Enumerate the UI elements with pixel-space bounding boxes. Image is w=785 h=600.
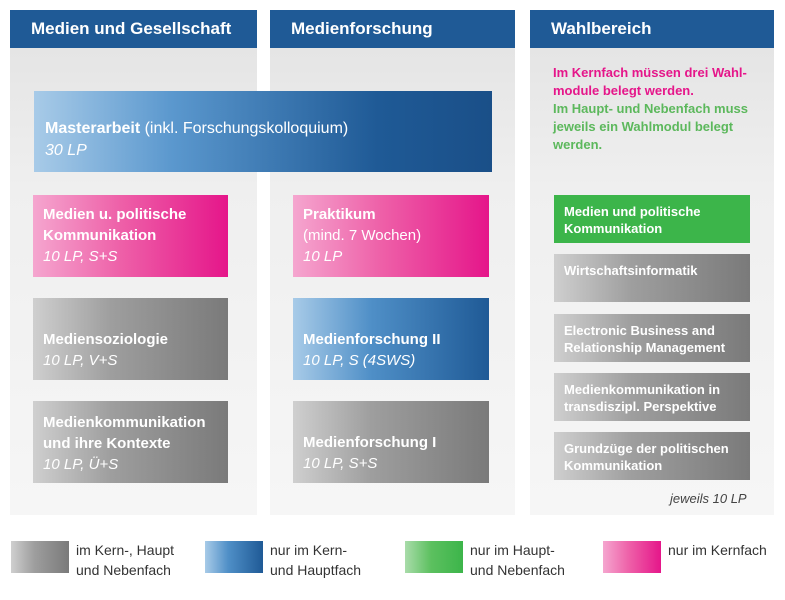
legend-swatch-pink (603, 541, 661, 573)
legend-line: und Nebenfach (76, 562, 171, 578)
module-title: Medienforschung II (303, 331, 441, 348)
legend-label-blue (270, 540, 361, 580)
legend-line: nur im Kern- (270, 542, 348, 558)
module-subtitle: (mind. 7 Wochen) (303, 227, 422, 244)
legend-line: im Kern-, Haupt (76, 542, 175, 558)
legend-line: nur im Haupt- (470, 542, 555, 558)
module-title-line: Medienkommunikation (43, 414, 206, 431)
module-medien-politische-kommunikation (33, 195, 228, 277)
note-haupt-nebenfach-line: jeweils ein Wahlmodul belegt (553, 119, 734, 134)
wahlmodul-grundzuege-politische-kommunikation (554, 432, 750, 480)
legend-line: und Hauptfach (270, 562, 362, 578)
note-kernfach-line: Im Kernfach müssen drei Wahl- (553, 65, 747, 80)
legend-swatch-blue (205, 541, 263, 573)
wahlmodul-line: Kommunikation (564, 458, 663, 473)
module-medienforschung-i (293, 401, 489, 483)
wahlmodul-line: Wirtschaftsinformatik (564, 263, 698, 278)
wahlmodul-electronic-business (554, 314, 750, 362)
wahlmodul-medien-politische-kommunikation (554, 195, 750, 243)
legend-label-gray (76, 540, 174, 580)
masterarbeit-suffix: (inkl. Forschungskolloquium) (140, 120, 349, 137)
module-title-line: Medien u. politische (43, 206, 187, 223)
wahlmodul-line: Kommunikation (564, 221, 663, 236)
wahlmodul-line: Medienkommunikation in (564, 382, 721, 397)
wahlmodul-line: Medien und politische (564, 204, 701, 219)
wahlmodul-line: Electronic Business and (564, 323, 715, 338)
wahlmodul-medienkommunikation-transdisziplinaer (554, 373, 750, 421)
wahlmodul-line: Relationship Management (564, 340, 726, 355)
module-title-line: Kommunikation (43, 227, 157, 244)
module-title: Praktikum (303, 206, 376, 223)
module-mediensoziologie (33, 298, 228, 380)
column-header-wahlbereich: Wahlbereich (530, 10, 774, 48)
note-kernfach-line: module belegt werden. (553, 83, 694, 98)
module-lp: 10 LP, S+S (43, 248, 118, 265)
wahlmodul-line: transdiszipl. Perspektive (564, 399, 717, 414)
note-haupt-nebenfach-line: Im Haupt- und Nebenfach muss (553, 101, 749, 116)
module-praktikum (293, 195, 489, 277)
legend-label-pink (668, 540, 767, 560)
wahlbereich-notes (553, 64, 773, 154)
module-lp: 10 LP (303, 248, 343, 265)
module-lp: 10 LP, S (4SWS) (303, 352, 416, 369)
wahlmodul-line: Grundzüge der politischen (564, 441, 729, 456)
module-title-line: und ihre Kontexte (43, 435, 171, 452)
column-header-medien-gesellschaft: Medien und Gesellschaft (10, 10, 257, 48)
module-lp: 10 LP, S+S (303, 455, 378, 472)
module-medienkommunikation-kontexte (33, 401, 228, 483)
legend-label-green (470, 540, 565, 580)
module-title: Medienforschung I (303, 434, 437, 451)
note-haupt-nebenfach-line: werden. (553, 137, 603, 152)
module-medienforschung-ii (293, 298, 489, 380)
masterarbeit-lp: 30 LP (45, 142, 87, 159)
wahlmodul-footer: jeweils 10 LP (670, 491, 747, 506)
module-lp: 10 LP, Ü+S (43, 456, 119, 473)
column-header-medienforschung: Medienforschung (270, 10, 515, 48)
module-masterarbeit (34, 91, 492, 172)
module-title-line: Mediensoziologie (43, 331, 169, 348)
masterarbeit-title: Masterarbeit (45, 120, 141, 137)
legend-swatch-gray (11, 541, 69, 573)
legend-line: nur im Kernfach (668, 542, 767, 558)
module-lp: 10 LP, V+S (43, 352, 118, 369)
wahlmodul-wirtschaftsinformatik (554, 254, 750, 302)
legend-swatch-green (405, 541, 463, 573)
legend-line: und Nebenfach (470, 562, 565, 578)
